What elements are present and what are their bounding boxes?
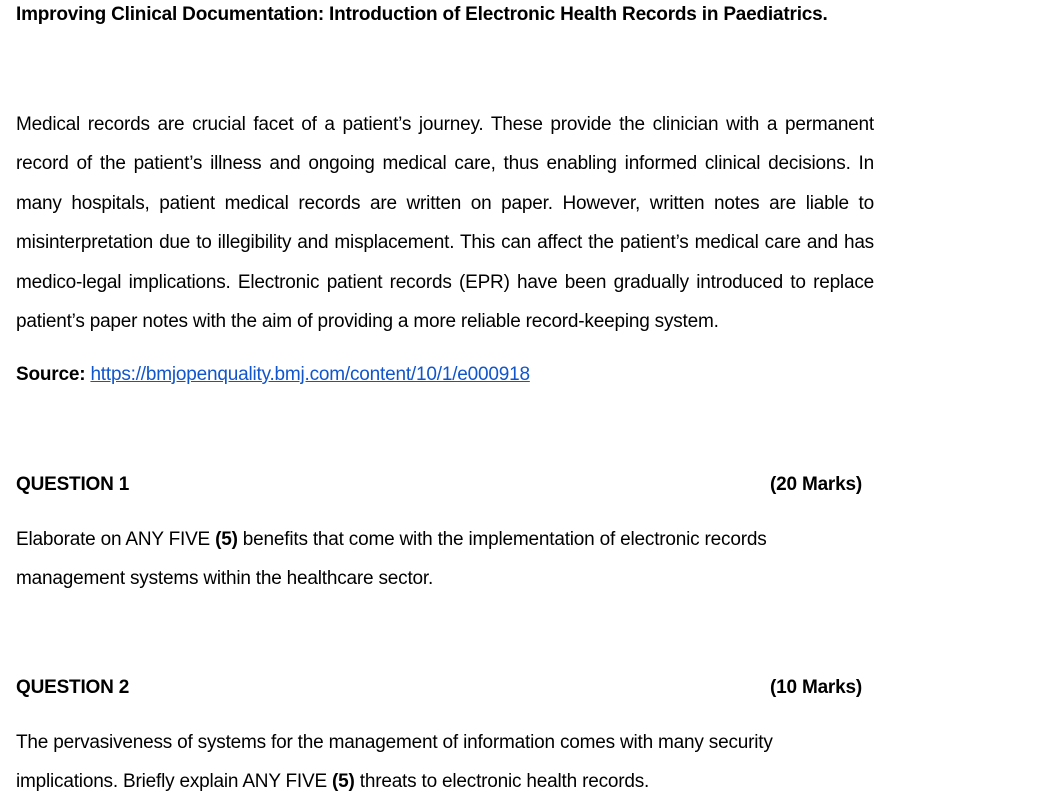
question-2-text	[16, 723, 816, 802]
question-1-marks: (20 Marks)	[770, 474, 862, 495]
question-1-text-after: benefits that come with the implementation of electronic records	[237, 529, 767, 550]
question-2-heading: QUESTION 2	[16, 677, 130, 698]
question-1-header	[16, 474, 862, 496]
question-2-text-line1: The pervasiveness of systems for the management of information comes with many security	[16, 732, 773, 753]
question-2-text-after: threats to electronic health records.	[354, 771, 650, 793]
question-1-text	[16, 520, 816, 599]
document-title: Improving Clinical Documentation: Introduction of Electronic Health Records in Paediatrics.	[16, 4, 828, 25]
question-1-number: (5)	[215, 529, 238, 550]
source-label: Source:	[16, 364, 86, 385]
question-1-text-line2: management systems within the healthcare sector.	[16, 568, 434, 590]
question-2-header	[16, 677, 862, 699]
source-link[interactable]: https://bmjopenquality.bmj.com/content/10/1/e000918	[90, 364, 530, 385]
question-2-number: (5)	[332, 771, 355, 793]
intro-paragraph: Medical records are crucial facet of a patient’s journey. These provide the clinician with a permanent record of the patient’s illness and ongoing medical care, thus enabling informed clinical decisions. In many hospitals, patient medical records are written on paper. However, written notes are liable to misinterpretation due to illegibility and misplacement. This can affect the patient’s medical care and has medico-legal implications. Electronic patient records (EPR) have been gradually introduced to replace patient’s paper notes with the aim of providing a more reliable record-keeping system.	[16, 114, 874, 333]
question-1-text-before: Elaborate on ANY FIVE	[16, 529, 216, 550]
question-1-heading: QUESTION 1	[16, 474, 130, 495]
question-2-text-before: implications. Briefly explain ANY FIVE	[16, 771, 333, 793]
source-line	[16, 364, 530, 386]
question-2-marks: (10 Marks)	[770, 677, 862, 698]
